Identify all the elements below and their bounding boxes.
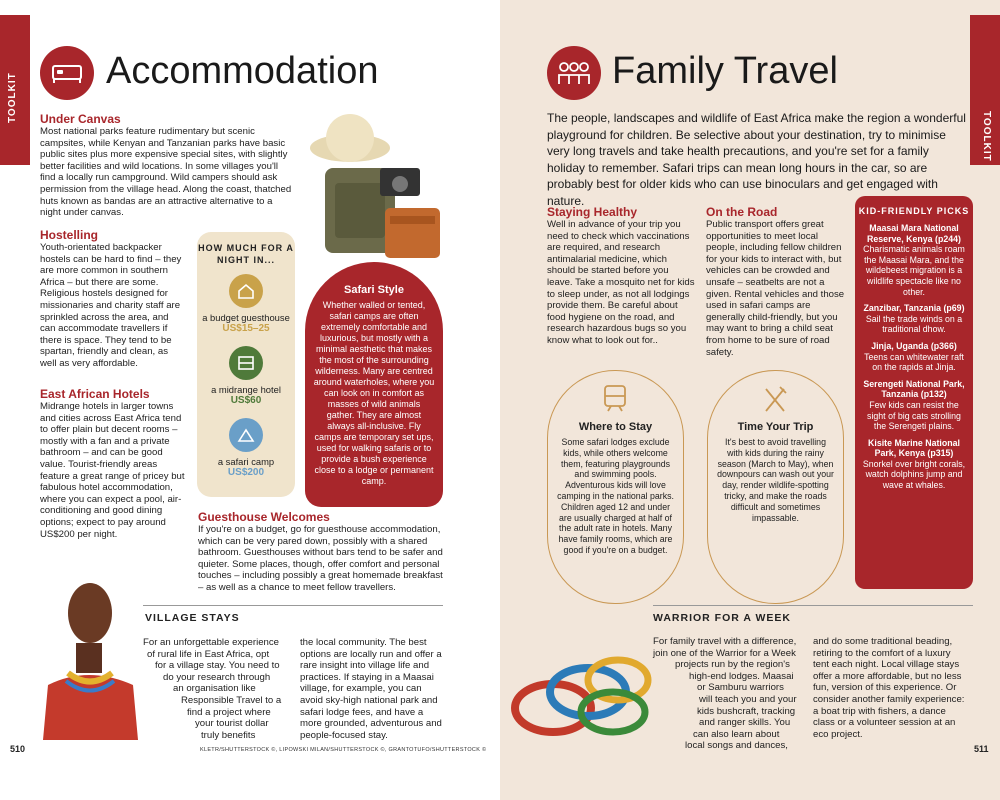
bunk-bed-icon: [229, 346, 263, 380]
body-text: Public transport offers great opportunities to meet local people, including fellow children for your kids to interact with, but vehicles can be crowded and unsafe – seatbelts are not a given. Rental vehicles and those used in safari camps are generally child-friendly, but you may want to bring a child seat from home to be sure of road safety.: [706, 219, 845, 358]
pick-desc: Teens can whitewater raft on the rapids at Jinja.: [864, 351, 964, 373]
section-heading: Guesthouse Welcomes: [198, 510, 330, 524]
body-line: For family travel with a difference,: [653, 636, 797, 647]
bead-bracelets-photo: [508, 650, 653, 745]
time-your-trip-box: [707, 370, 844, 604]
pick-place: Serengeti National Park, Tanzania (p132): [863, 378, 965, 400]
body-text: Most national parks feature rudimentary but scenic campsites, while Kenyan and Tanzanian parks have basic public sites plus more expensive special sites, with slightly better facilities and wild locations. In some villages you'll find a locally run campground. Wild campers should ask permission from the village head. Along the coast, thatched huts known as bandas are an attractive alternative to a night under canvas.: [40, 126, 292, 219]
house-icon: [229, 274, 263, 308]
page-title: Accommodation: [106, 50, 379, 92]
body-line: and ranger skills. You: [699, 717, 791, 729]
section-heading: East African Hotels: [40, 387, 150, 401]
pick-desc: Sail the trade winds on a traditional dhow.: [865, 313, 963, 335]
toolkit-tab-label: TOOLKIT: [981, 111, 992, 162]
price-value: US$200: [227, 467, 265, 478]
pick-desc: Snorkel over bright corals, watch dolphins jump and wave at whales.: [862, 458, 966, 491]
safari-style-text: Whether walled or tented, safari camps are often extremely comfortable and luxurious, but mostly with a minimal aesthetic that makes the most of the surrounding wilderness. Many are centred around waterholes, where you can look on in comfort as masses of wild animals gather. They are almost always all-inclusive. Fly camps are temporary set ups, used for walking safaris or to provide a bush experience close to a lodge or permanent camp.: [313, 300, 435, 486]
price-label: a midrange hotel: [211, 384, 281, 395]
how-much-box: [197, 232, 295, 497]
body-line: local songs and dances,: [685, 740, 788, 752]
section-heading: On the Road: [706, 205, 778, 219]
price-label: a budget guesthouse: [202, 312, 290, 323]
body-text: Youth-orientated backpacker hostels can be hard to find – they are more common in southern Africa – but there are some. Religious hostels designed for missionaries and charity staff are sprinkled across the area, and can accommodate travellers if there is space. They tend to be spartan, friendly and clean, as well as very affordable.: [40, 242, 182, 369]
safari-style-title: Safari Style: [344, 284, 404, 296]
body-text: the local community. The best options are locally run and offer a rare insight into village life and practices. If staying in a Maasai village, for example, you can avoid sky-high national park and safari lodge fees, and have a more grounded, adventurous and people-focused stay.: [300, 637, 442, 741]
section-heading: Hostelling: [40, 228, 99, 242]
where-to-stay-title: Where to Stay: [578, 421, 653, 433]
where-to-stay-text: Some safari lodges exclude kids, while others welcome them, featuring playgrounds and swimming pools. Adventurous kids will love camping in the national parks. Children aged 12 and under are usually charged at half of the adult rate in hotels. Many have family rooms, which are good if you're on a budget.: [557, 437, 674, 555]
toolkit-tab-right[interactable]: [970, 15, 1000, 165]
section-heading: Staying Healthy: [547, 205, 638, 219]
page-number: 510: [10, 744, 26, 754]
pick-desc: Few kids can resist the sight of big cats strolling the Serengeti plains.: [867, 399, 961, 432]
body-line: can also learn about: [693, 728, 780, 740]
divider: [143, 605, 443, 606]
body-line: find a project where: [187, 706, 271, 718]
bed-icon: [40, 46, 94, 100]
pick-place: Kisite Marine National Park, Kenya (p315): [868, 437, 960, 459]
pick-place: Zanzibar, Tanzania (p69): [863, 303, 965, 314]
tent-icon: [229, 418, 263, 452]
kid-picks-title: KID-FRIENDLY PICKS: [858, 206, 970, 216]
body-text: and do some traditional beading, retiring to the comfort of a luxury tent each night. Local village stays offer a more affordable, but no less fun, version of this experience. Or consider another family experience: a boat trip with fishers, a dance class or a volunteer session at an eco project.: [813, 636, 965, 740]
body-line: projects run by the region's: [675, 659, 790, 671]
cutlery-icon: [762, 385, 788, 418]
body-line: do your research through: [163, 671, 271, 683]
body-text: Midrange hotels in larger towns and cities across East Africa tend to offer plain but decent rooms – mostly with a fan and a private bathroom – and can be good value. Tourist-friendly areas feature a great range of pricey but fabulous hotel accommodation, where you can expect a pool, air-conditioning and good dining options; expect to pay around US$200 per night.: [40, 401, 185, 540]
body-line: kids bushcraft, tracking: [697, 705, 796, 717]
time-your-trip-title: Time Your Trip: [737, 421, 814, 433]
page-number: 511: [974, 744, 989, 754]
body-line: join one of the Warrior for a Week: [653, 647, 796, 659]
pick-place: Maasai Mara National Reserve, Kenya (p244): [867, 223, 961, 244]
pick-desc: Charismatic animals roam the Maasai Mara, and the wildebeest migration is a wildlife spectacle like no other.: [863, 244, 965, 297]
body-text: If you're on a budget, go for guesthouse accommodation, which can be very pared down, possibly with a shared bathroom. Guesthouses without bars tend to be safer and quieter. Some places, though, offer comfort and personal touches – including possibly a great homemade breakfast – as well as a chance to meet fellow travellers.: [198, 524, 443, 593]
body-line: or Samburu warriors: [697, 682, 784, 694]
village-stays-heading: VILLAGE STAYS: [145, 612, 240, 624]
maasai-portrait-photo: [38, 565, 143, 740]
body-line: for a village stay. You need to: [155, 660, 280, 672]
price-value: US$15–25: [222, 323, 270, 334]
body-line: truly benefits: [201, 729, 256, 741]
page-title: Family Travel: [612, 50, 838, 92]
body-line: Responsible Travel to a: [181, 694, 282, 706]
body-line: your tourist dollar: [195, 718, 269, 730]
family-icon: [547, 46, 601, 100]
body-text: Well in advance of your trip you need to check which vaccinations are required, and research antimalarial medicine, which should be started before you leave. Take a mosquito net for kids to sleep under, as not all lodgings provide them. Be careful about food hygiene on the road, and research hazardous bugs so you know what to look out for..: [547, 219, 695, 346]
price-value: US$60: [230, 395, 262, 406]
body-line: will teach you and your: [699, 693, 797, 705]
body-line: high-end lodges. Maasai: [689, 670, 794, 682]
body-line: For an unforgettable experience: [143, 637, 279, 648]
kid-friendly-picks-box: [855, 196, 973, 589]
where-to-stay-box: [547, 370, 684, 604]
toolkit-tab-left[interactable]: [0, 15, 30, 165]
pick-place: Jinja, Uganda (p366): [871, 340, 957, 351]
train-icon: [602, 383, 628, 418]
photo-credit: KLETR/SHUTTERSTOCK ©, LIPOWSKI MILAN/SHUTTERSTOCK ©, GRANTOTUFO/SHUTTERSTOCK ©: [200, 747, 487, 753]
body-line: an organisation like: [173, 683, 256, 695]
warrior-heading: WARRIOR FOR A WEEK: [653, 612, 791, 624]
divider: [653, 605, 973, 606]
intro-text: The people, landscapes and wildlife of East Africa make the region a wonderful playground for children. Be selective about your destination, try to minimise very long travels and take health precautions, and you're set for a family holiday to remember. Safari trips can mean long hours in the car, so are probably best for older kids who can use binoculars and get engaged with nature.: [547, 111, 966, 208]
body-line: of rural life in East Africa, opt: [147, 648, 270, 660]
price-label: a safari camp: [217, 456, 275, 467]
time-your-trip-text: It's best to avoid travelling with kids during the rainy season (March to May), when downpours can wash out your day, render wildlife-spotting tricky, and make the roads difficult and sometimes impassable.: [717, 437, 834, 523]
safari-style-box: [305, 262, 443, 507]
section-heading: Under Canvas: [40, 112, 121, 126]
safari-gear-photo: [305, 108, 445, 266]
how-much-title: HOW MUCH FOR A NIGHT IN...: [198, 243, 294, 265]
toolkit-tab-label: TOOLKIT: [7, 72, 18, 123]
